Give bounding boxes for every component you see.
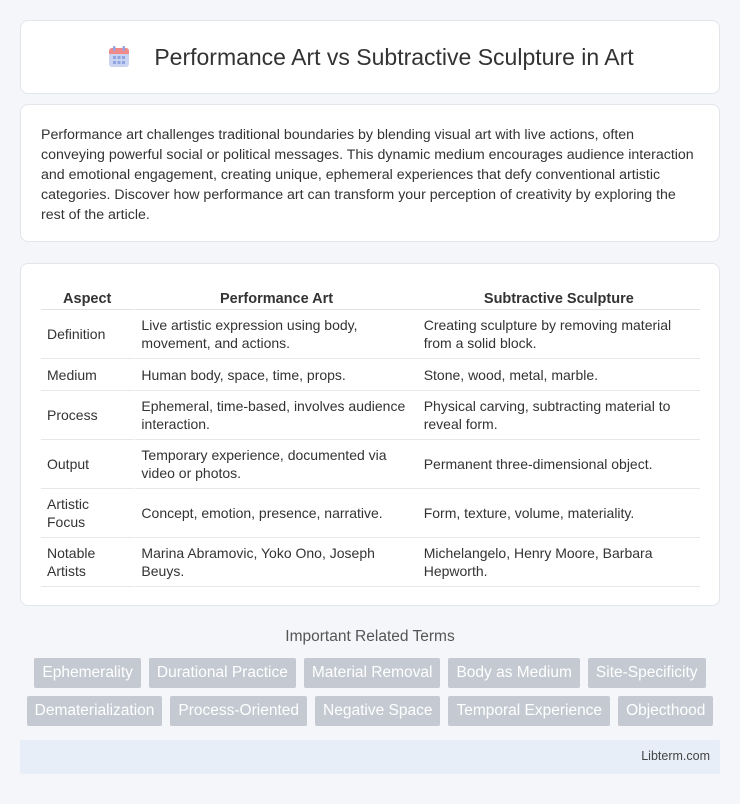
- row-performance-art: Human body, space, time, props.: [135, 359, 417, 391]
- tag-process-oriented[interactable]: Process-Oriented: [170, 696, 307, 726]
- related-terms-title: Important Related Terms: [285, 628, 455, 645]
- tag-site-specificity[interactable]: Site-Specificity: [588, 658, 706, 688]
- row-aspect: Output: [41, 440, 135, 489]
- row-subtractive-sculpture: Permanent three-dimensional object.: [418, 440, 700, 489]
- row-aspect: Artistic Focus: [41, 489, 135, 538]
- row-subtractive-sculpture: Michelangelo, Henry Moore, Barbara Hepworth.: [418, 538, 700, 587]
- footer-site-link[interactable]: Libterm.com: [641, 749, 710, 763]
- tag-body-as-medium[interactable]: Body as Medium: [448, 658, 579, 688]
- table-row: [41, 391, 700, 440]
- table-header-row: [41, 284, 700, 310]
- row-performance-art: Concept, emotion, presence, narrative.: [135, 489, 417, 538]
- row-performance-art: Temporary experience, documented via video or photos.: [135, 440, 417, 489]
- related-terms-list: [20, 658, 720, 726]
- table-row: [41, 440, 700, 489]
- table-row: [41, 310, 700, 359]
- tag-material-removal[interactable]: Material Removal: [304, 658, 441, 688]
- tag-negative-space[interactable]: Negative Space: [315, 696, 440, 726]
- row-subtractive-sculpture: Form, texture, volume, materiality.: [418, 489, 700, 538]
- title-wrap: [106, 44, 633, 71]
- row-aspect: Notable Artists: [41, 538, 135, 587]
- intro-text: Performance art challenges traditional boundaries by blending visual art with live actions, often conveying powerful social or political messages. This dynamic medium encourages audience interaction and emotional engagement, creating unique, ephemeral experiences that defy conventional artistic categories. Discover how performance art can transform your perception of creativity by exploring the rest of the article.: [41, 127, 694, 223]
- table-row: [41, 489, 700, 538]
- comparison-table: [41, 284, 700, 587]
- tag-ephemerality[interactable]: Ephemerality: [34, 658, 140, 688]
- page-title: Performance Art vs Subtractive Sculpture in Art: [154, 43, 634, 70]
- header-subtractive-sculpture: Subtractive Sculpture: [418, 284, 700, 310]
- row-performance-art: Ephemeral, time-based, involves audience interaction.: [135, 391, 417, 440]
- intro-card: [20, 104, 720, 242]
- tag-objecthood[interactable]: Objecthood: [618, 696, 713, 726]
- row-aspect: Medium: [41, 359, 135, 391]
- header-card: [20, 20, 720, 94]
- footer: [20, 740, 720, 774]
- tag-dematerialization[interactable]: Dematerialization: [27, 696, 163, 726]
- calendar-icon: [106, 44, 132, 70]
- row-subtractive-sculpture: Physical carving, subtracting material to reveal form.: [418, 391, 700, 440]
- row-subtractive-sculpture: Creating sculpture by removing material from a solid block.: [418, 310, 700, 359]
- row-performance-art: Live artistic expression using body, movement, and actions.: [135, 310, 417, 359]
- header-performance-art: Performance Art: [135, 284, 417, 310]
- tag-durational-practice[interactable]: Durational Practice: [149, 658, 296, 688]
- row-performance-art: Marina Abramovic, Yoko Ono, Joseph Beuys.: [135, 538, 417, 587]
- table-row: [41, 538, 700, 587]
- row-subtractive-sculpture: Stone, wood, metal, marble.: [418, 359, 700, 391]
- comparison-table-card: [20, 263, 720, 606]
- row-aspect: Definition: [41, 310, 135, 359]
- table-row: [41, 359, 700, 391]
- row-aspect: Process: [41, 391, 135, 440]
- tag-temporal-experience[interactable]: Temporal Experience: [448, 696, 610, 726]
- header-aspect: Aspect: [41, 284, 135, 310]
